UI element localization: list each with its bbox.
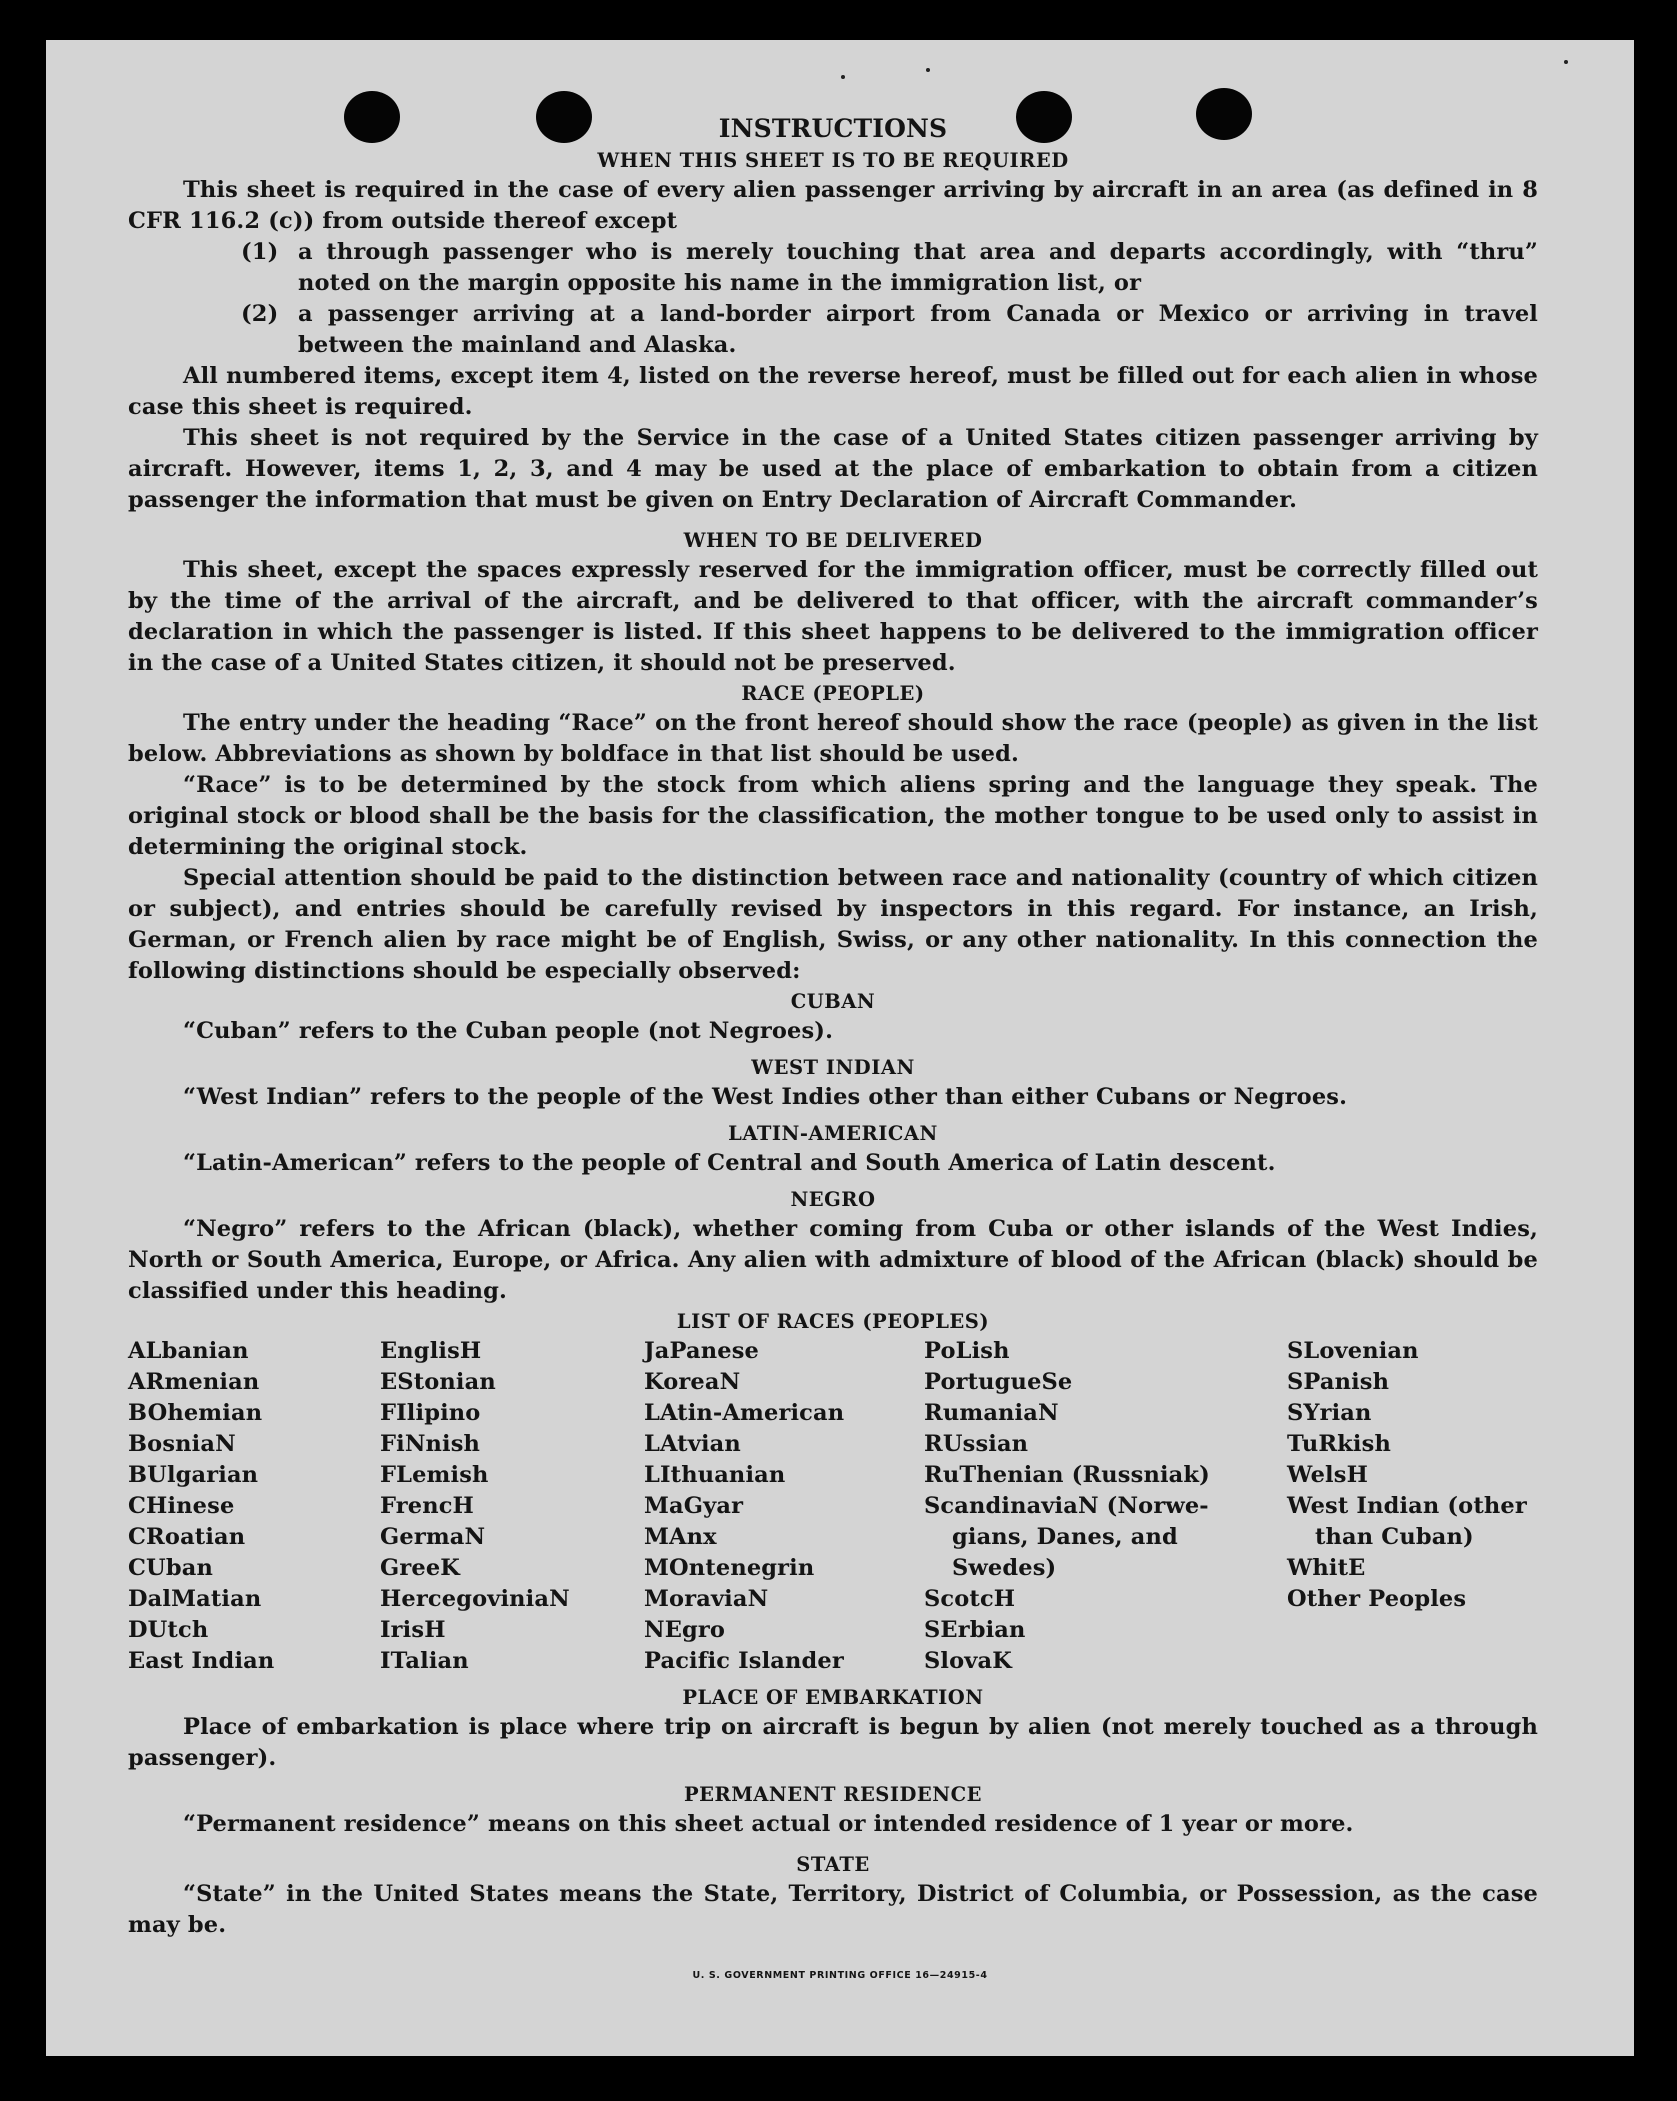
race-entry: ScotcH: [924, 1586, 1016, 1612]
race-entry: FIlipino: [380, 1400, 481, 1426]
paragraph-state: “State” in the United States means the State, Territory, District of Columbia, or Possession, as the case may be.: [128, 1881, 1538, 1938]
race-entry: LAtvian: [644, 1431, 741, 1457]
race-entry: NEgro: [644, 1617, 726, 1643]
race-entry: GermaN: [380, 1524, 486, 1550]
race-entry: PortugueSe: [924, 1369, 1073, 1395]
speck: [926, 68, 930, 72]
race-entry: DalMatian: [128, 1586, 262, 1612]
item-number: (1): [241, 239, 279, 265]
race-entry: WhitE: [1287, 1555, 1366, 1581]
item-number: (2): [241, 301, 279, 327]
race-entry: CHinese: [128, 1493, 235, 1519]
printing-office-imprint: U. S. GOVERNMENT PRINTING OFFICE 16—24915-4: [692, 1970, 988, 1981]
race-entry: SYrian: [1287, 1400, 1372, 1426]
race-entry: LAtin-American: [644, 1400, 845, 1426]
heading-latin-american: LATIN-AMERICAN: [728, 1122, 938, 1145]
page-title: INSTRUCTIONS: [718, 114, 948, 143]
paragraph-west-indian: “West Indian” refers to the people of the West Indies other than either Cubans or Negroes.: [183, 1084, 1348, 1110]
heading-place-of-embarkation: PLACE OF EMBARKATION: [682, 1686, 984, 1709]
races-column: [924, 1336, 1287, 1677]
paragraph-cuban: “Cuban” refers to the Cuban people (not Negroes).: [183, 1018, 834, 1044]
race-entry: HercegoviniaN: [380, 1586, 570, 1612]
instructions-body: [128, 112, 1538, 1941]
race-entry: EnglisH: [380, 1338, 482, 1364]
race-entry: RuThenian (Russniak): [924, 1462, 1210, 1488]
heading-cuban: CUBAN: [790, 990, 876, 1013]
paragraph-delivered: This sheet, except the spaces expressly reserved for the immigration officer, must be correctly filled out by the time of the arrival of the aircraft, and be delivered to that officer, with the aircraft commander’s declaration in which the passenger is listed. If this sheet happens to be delivered to the immigration officer in the case of a United States citizen, it should not be preserved.: [128, 557, 1538, 676]
race-entry: ALbanian: [128, 1338, 249, 1364]
race-entry: BOhemian: [128, 1400, 263, 1426]
speck: [1564, 60, 1568, 64]
races-column: [1287, 1336, 1538, 1677]
race-entry: MaGyar: [644, 1493, 744, 1519]
races-list: [128, 1336, 1538, 1677]
paragraph-race-2: “Race” is to be determined by the stock from which aliens spring and the language they speak. The original stock or blood shall be the basis for the classification, the mother tongue to be used only to assist in determining the original stock.: [128, 772, 1538, 860]
document-page: [46, 40, 1634, 2056]
race-entry: FrencH: [380, 1493, 474, 1519]
race-entry: Other Peoples: [1287, 1586, 1467, 1612]
race-entry: West Indian (other: [1287, 1493, 1527, 1519]
paragraph-race-3: Special attention should be paid to the distinction between race and nationality (country of which citizen or subject), and entries should be carefully revised by inspectors in this regard. For instance, an Irish, German, or French alien by race might be of English, Swiss, or any other nationality. In this connection the following distinctions should be especially observed:: [128, 865, 1538, 984]
race-entry: BosniaN: [128, 1431, 236, 1457]
race-entry: CUban: [128, 1555, 213, 1581]
race-entry: FLemish: [380, 1462, 489, 1488]
list-item: [128, 237, 1538, 299]
heading-negro: NEGRO: [790, 1188, 876, 1211]
race-entry: GreeK: [380, 1555, 461, 1581]
speck: [841, 75, 845, 79]
paragraph-embarkation: Place of embarkation is place where trip on aircraft is begun by alien (not merely touched as a through passenger).: [128, 1714, 1538, 1771]
race-entry: SLovenian: [1287, 1338, 1419, 1364]
race-entry: WelsH: [1287, 1462, 1368, 1488]
race-entry: PoLish: [924, 1338, 1010, 1364]
races-column: [128, 1336, 380, 1677]
race-entry: EStonian: [380, 1369, 496, 1395]
paragraph-citizen: This sheet is not required by the Service in the case of a United States citizen passenger arriving by aircraft. However, items 1, 2, 3, and 4 may be used at the place of embarkation to obtain from a citizen passenger the information that must be given on Entry Declaration of Aircraft Commander.: [128, 425, 1538, 513]
race-entry: Pacific Islander: [644, 1648, 844, 1674]
race-entry: TuRkish: [1287, 1431, 1391, 1457]
race-entry: ARmenian: [128, 1369, 260, 1395]
paragraph-race-1: The entry under the heading “Race” on the front hereof should show the race (people) as given in the list below. Abbreviations as shown by boldface in that list should be used.: [128, 710, 1538, 767]
race-entry-continued: than Cuban): [1315, 1524, 1474, 1550]
race-entry: MOntenegrin: [644, 1555, 815, 1581]
race-entry: FiNnish: [380, 1431, 481, 1457]
race-entry: RUssian: [924, 1431, 1029, 1457]
race-entry: ITalian: [380, 1648, 469, 1674]
race-entry: East Indian: [128, 1648, 275, 1674]
item-text: a passenger arriving at a land-border airport from Canada or Mexico or arriving in travel between the mainland and Alaska.: [298, 301, 1538, 358]
race-entry: CRoatian: [128, 1524, 246, 1550]
paragraph-numbered-items: All numbered items, except item 4, listed on the reverse hereof, must be filled out for each alien in whose case this sheet is required.: [128, 363, 1538, 420]
paragraph-intro: This sheet is required in the case of every alien passenger arriving by aircraft in an area (as defined in 8 CFR 116.2 (c)) from outside thereof except: [128, 177, 1538, 234]
race-entry: ScandinaviaN (Norwe-: [924, 1493, 1209, 1519]
item-text: a through passenger who is merely touching that area and departs accordingly, with “thru” noted on the margin opposite his name in the immigration list, or: [298, 239, 1538, 296]
race-entry: IrisH: [380, 1617, 446, 1643]
race-entry: SPanish: [1287, 1369, 1390, 1395]
race-entry: KoreaN: [644, 1369, 741, 1395]
race-entry: SErbian: [924, 1617, 1026, 1643]
race-entry: RumaniaN: [924, 1400, 1059, 1426]
heading-permanent-residence: PERMANENT RESIDENCE: [683, 1783, 982, 1806]
heading-state: STATE: [796, 1853, 870, 1876]
heading-when-required: WHEN THIS SHEET IS TO BE REQUIRED: [597, 149, 1069, 172]
race-entry: MAnx: [644, 1524, 717, 1550]
race-entry: DUtch: [128, 1617, 209, 1643]
races-column: [644, 1336, 924, 1677]
list-item: [128, 299, 1538, 361]
race-entry-continued: gians, Danes, and Swedes): [952, 1524, 1178, 1581]
race-entry: JaPanese: [644, 1338, 759, 1364]
races-column: [380, 1336, 644, 1677]
heading-when-delivered: WHEN TO BE DELIVERED: [683, 529, 983, 552]
heading-west-indian: WEST INDIAN: [751, 1056, 915, 1079]
race-entry: LIthuanian: [644, 1462, 786, 1488]
race-entry: MoraviaN: [644, 1586, 769, 1612]
heading-race: RACE (PEOPLE): [741, 682, 925, 705]
race-entry: SlovaK: [924, 1648, 1012, 1674]
race-entry: BUlgarian: [128, 1462, 259, 1488]
paragraph-negro: “Negro” refers to the African (black), whether coming from Cuba or other islands of the West Indies, North or South America, Europe, or Africa. Any alien with admixture of blood of the African (black) should be classified under this heading.: [128, 1216, 1538, 1304]
paragraph-latin-american: “Latin-American” refers to the people of Central and South America of Latin descent.: [183, 1150, 1276, 1176]
paragraph-residence: “Permanent residence” means on this sheet actual or intended residence of 1 year or more.: [183, 1811, 1354, 1837]
heading-list-of-races: LIST OF RACES (PEOPLES): [676, 1310, 990, 1333]
